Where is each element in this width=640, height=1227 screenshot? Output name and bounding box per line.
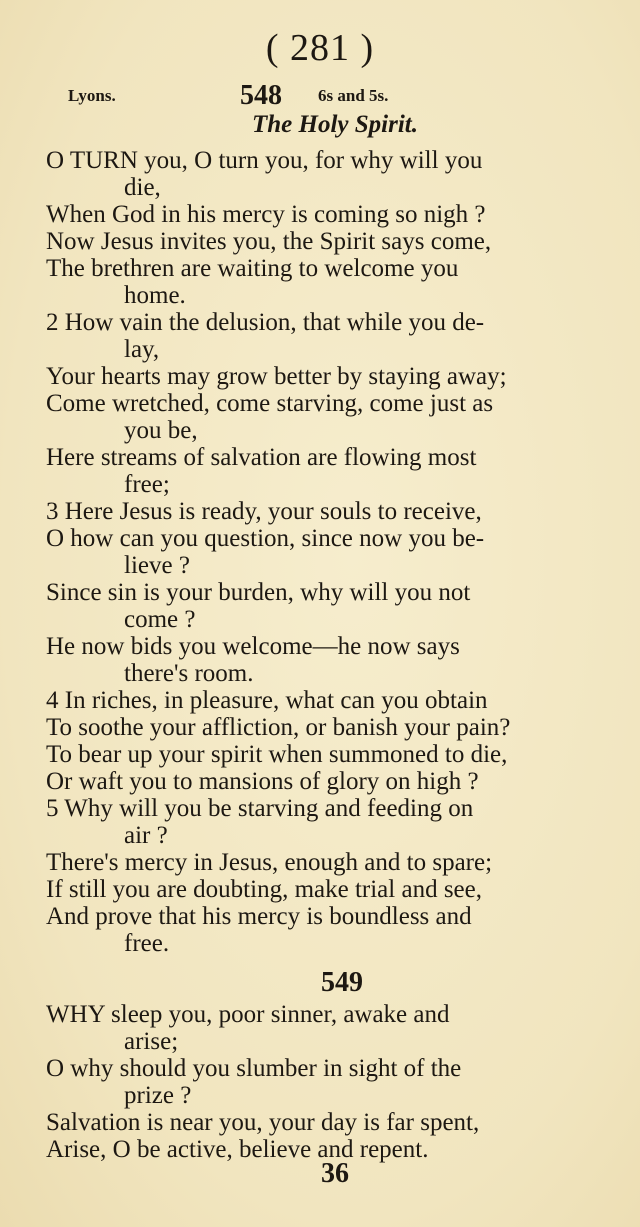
verse-line: free. [124, 930, 170, 957]
verse-line: Since sin is your burden, why will you not [46, 579, 471, 606]
verse-line: Here streams of salvation are flowing most [46, 444, 477, 471]
verse-line: When God in his mercy is coming so nigh ? [46, 201, 486, 228]
verse-line: lay, [124, 336, 160, 363]
verse-line: lieve ? [124, 552, 190, 579]
verse-line: 5 Why will you be starving and feeding on [46, 795, 474, 822]
verse-line: To soothe your affliction, or banish your pain? [46, 714, 511, 741]
verse-line: free; [124, 471, 170, 498]
verse-line: Your hearts may grow better by staying away; [46, 363, 507, 390]
tune-name: Lyons. [68, 86, 116, 105]
verse-line: you be, [124, 417, 198, 444]
hymn-number: 549 [321, 967, 363, 998]
verse-line: there's room. [124, 660, 254, 687]
hymn-title: The Holy Spirit. [252, 111, 418, 138]
verse-line: Arise, O be active, believe and repent. [46, 1136, 429, 1163]
verse-line: The brethren are waiting to welcome you [46, 255, 459, 282]
hymn-header [0, 80, 640, 114]
verse-line: 2 How vain the delusion, that while you de- [46, 309, 485, 336]
verse-line: 3 Here Jesus is ready, your souls to receive, [46, 498, 482, 525]
verse-line: die, [124, 174, 161, 201]
verse-line: arise; [124, 1028, 179, 1055]
verse-line: O how can you question, since now you be- [46, 525, 485, 552]
verse-line: WHY sleep you, poor sinner, awake and [46, 1001, 450, 1028]
verse-line: prize ? [124, 1082, 192, 1109]
signature-mark: 36 [321, 1158, 349, 1189]
verse-line: And prove that his mercy is boundless and [46, 903, 472, 930]
verse-line: Now Jesus invites you, the Spirit says come, [46, 228, 492, 255]
verse-line: home. [124, 282, 186, 309]
verse-line: Come wretched, come starving, come just as [46, 390, 494, 417]
verse-line: come ? [124, 606, 196, 633]
hymn-meter: 6s and 5s. [318, 86, 389, 105]
verse-line: If still you are doubting, make trial and see, [46, 876, 482, 903]
verse-line: O why should you slumber in sight of the [46, 1055, 462, 1082]
hymn-text [46, 147, 618, 1163]
verse-line: O TURN you, O turn you, for why will you [46, 147, 483, 174]
verse-line: He now bids you welcome—he now says [46, 633, 460, 660]
verse-line: air ? [124, 822, 168, 849]
verse-line: 4 In riches, in pleasure, what can you obtain [46, 687, 488, 714]
verse-line: Or waft you to mansions of glory on high ? [46, 768, 479, 795]
page-number: ( 281 ) [265, 27, 375, 69]
hymn-number: 548 [240, 80, 282, 111]
verse-line: To bear up your spirit when summoned to die, [46, 741, 508, 768]
verse-line: Salvation is near you, your day is far spent, [46, 1109, 480, 1136]
verse-line: There's mercy in Jesus, enough and to spare; [46, 849, 493, 876]
